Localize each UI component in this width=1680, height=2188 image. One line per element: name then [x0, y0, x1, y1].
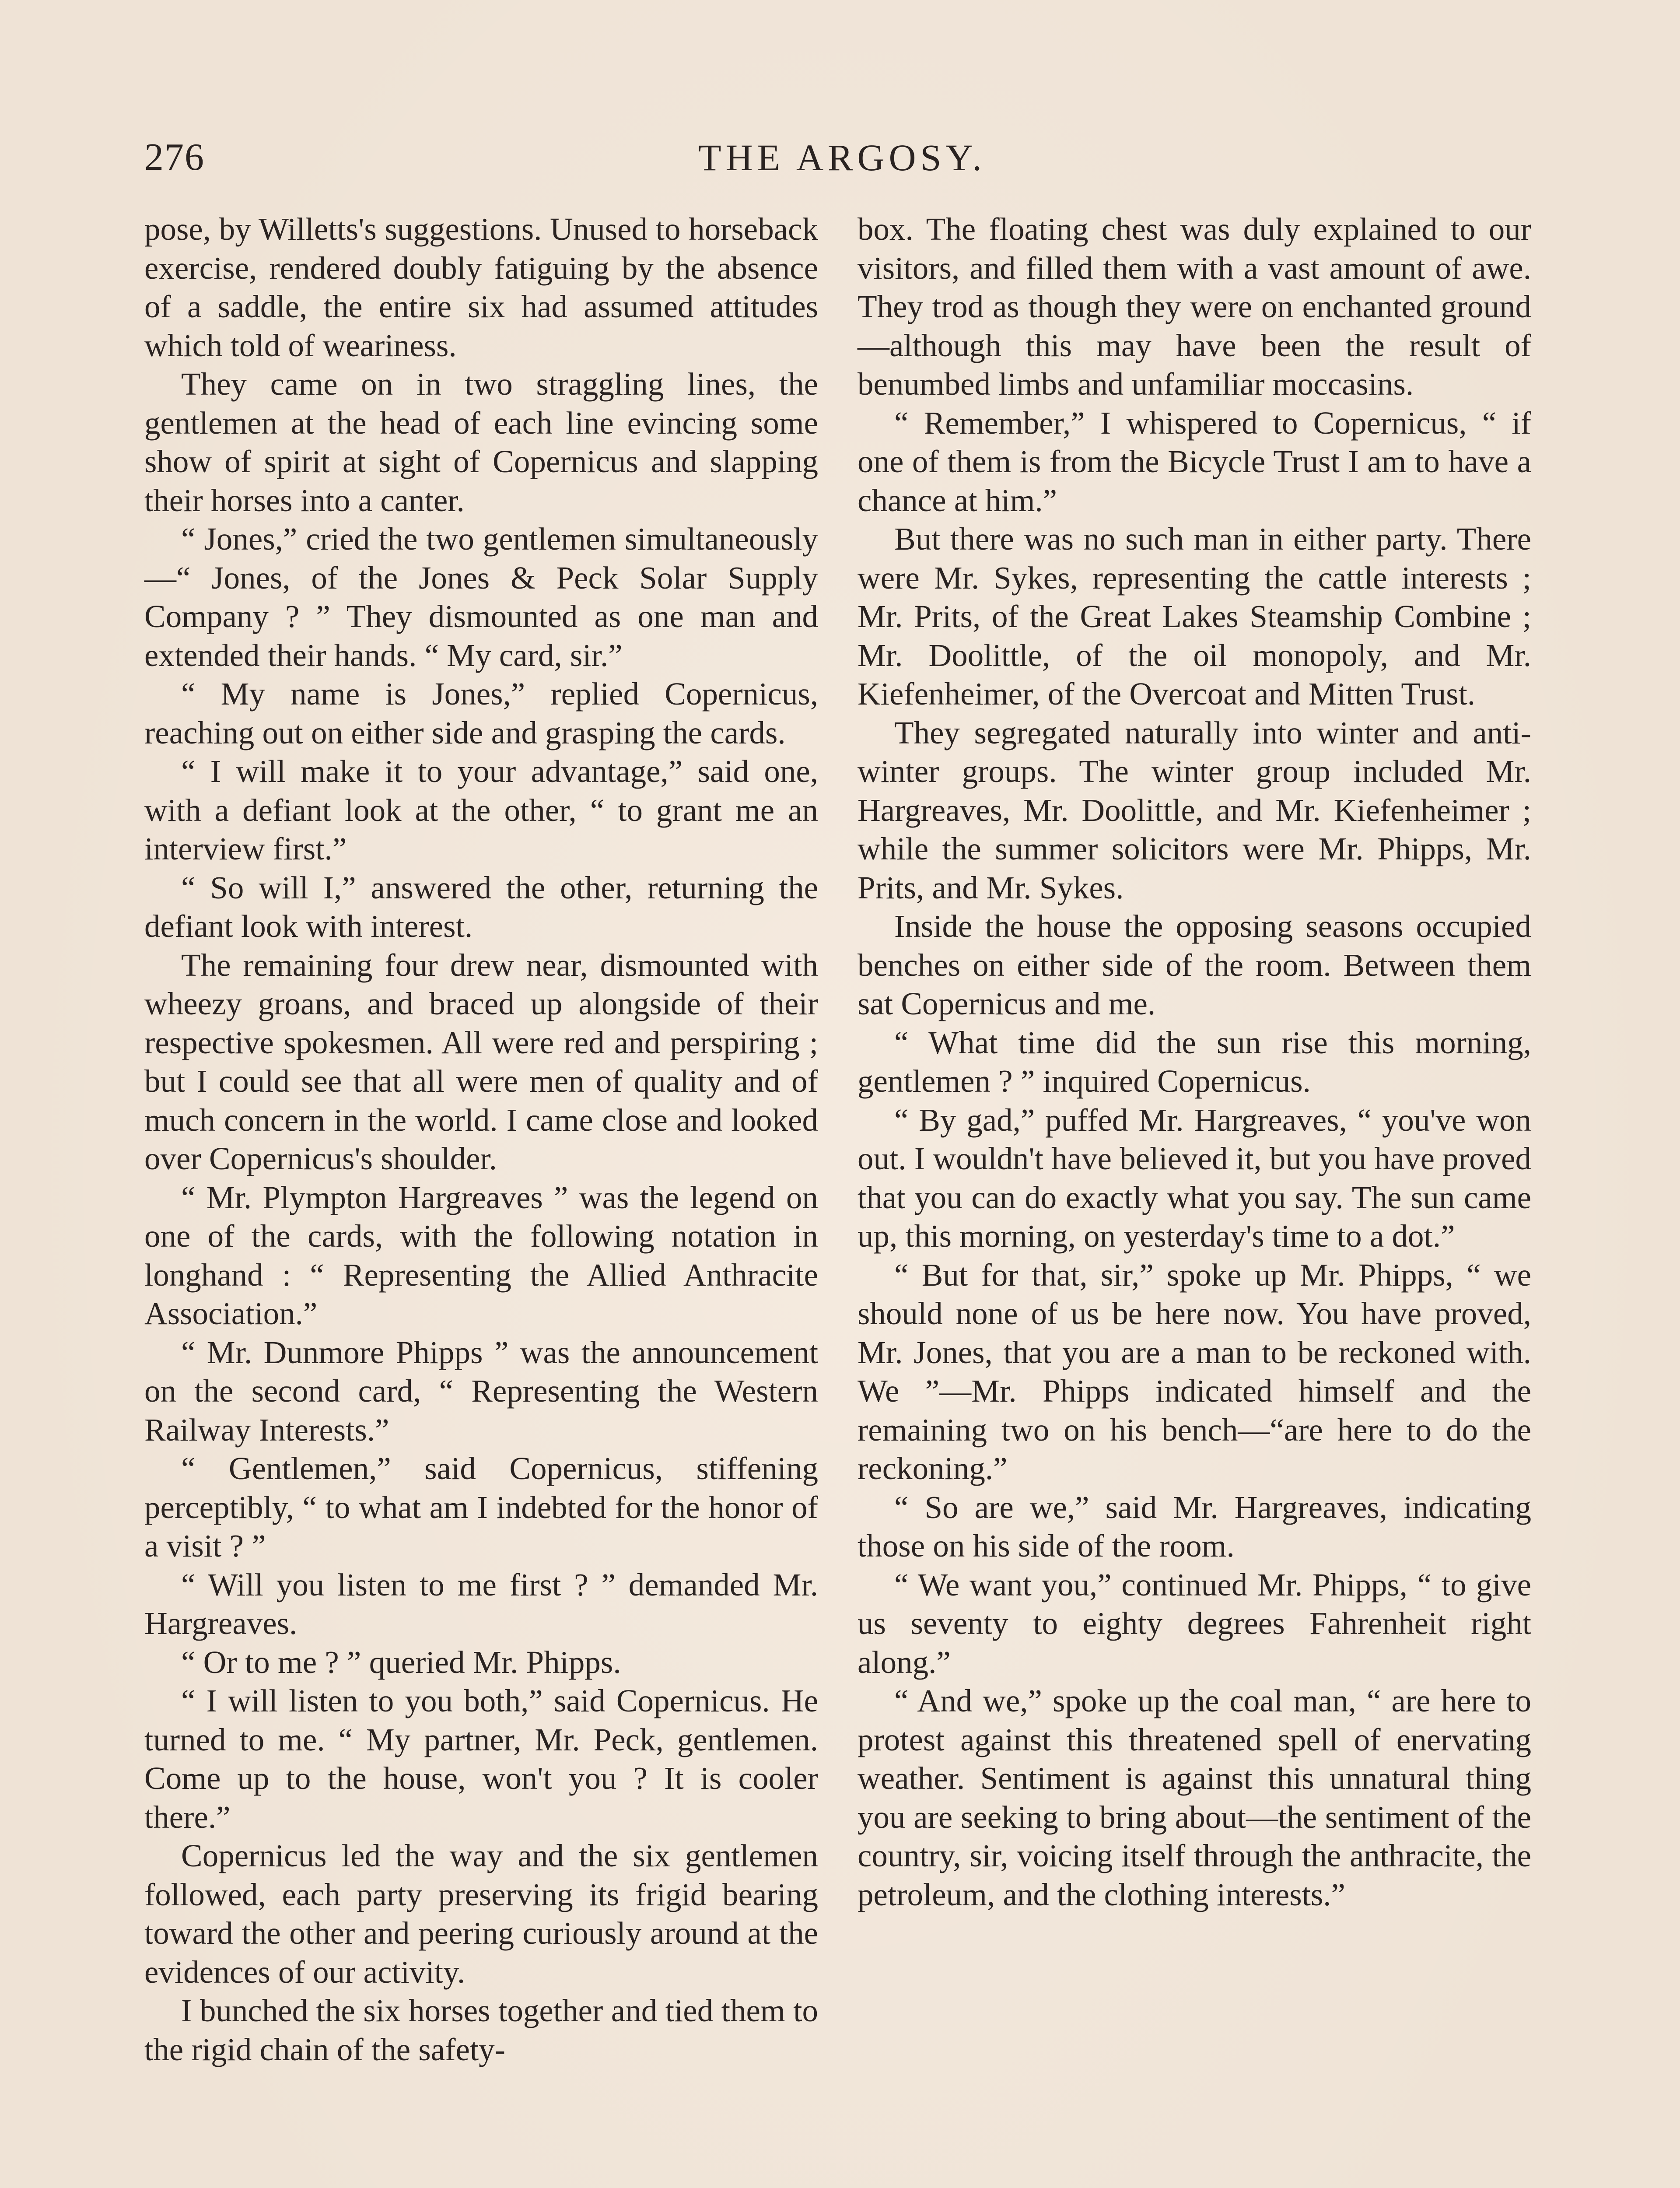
paragraph: But there was no such man in either party. There were Mr. Sykes, representing the cattle interests ; Mr. Prits, of the Great Lakes Steamship Combine ; Mr. Doolittle, of the oil monopoly, and Mr. Kiefenheimer, of the Overcoat and Mitten Trust.	[858, 521, 1531, 712]
paragraph: “ I will listen to you both,” said Copernicus. He turned to me. “ My partner, Mr. Peck, gentlemen. Come up to the house, won't you ? It is cooler there.”	[144, 1683, 818, 1835]
paragraph: box. The floating chest was duly explained to our visitors, and filled them with a vast amount of awe. They trod as though they were on enchanted ground—although this may have been the result of benumbed limbs and unfamiliar moccasins.	[858, 211, 1531, 402]
paragraph: They segregated naturally into winter and anti-winter groups. The winter group included Mr. Hargreaves, Mr. Doolittle, and Mr. Kiefenheimer ; while the summer solicitors were Mr. Phipps, Mr. Prits, and Mr. Sykes.	[858, 715, 1531, 905]
paragraph: “ I will make it to your advantage,” said one, with a defiant look at the other, “ to grant me an interview first.”	[144, 754, 818, 866]
page-number: 276	[144, 136, 205, 179]
paragraph: “ Or to me ? ” queried Mr. Phipps.	[181, 1644, 621, 1680]
paragraph: “ Mr. Plympton Hargreaves ” was the legend on one of the cards, with the following notation in longhand : “ Representing the Allied Anthracite Association.”	[144, 1179, 818, 1331]
paragraph: “ Remember,” I whispered to Copernicus, “ if one of them is from the Bicycle Trust I am to have a chance at him.”	[858, 405, 1531, 518]
paragraph: They came on in two straggling lines, the gentlemen at the head of each line evincing some show of spirit at sight of Copernicus and slapping their horses into a canter.	[144, 366, 818, 518]
paragraph: The remaining four drew near, dismounted with wheezy groans, and braced up alongside of their respective spokesmen. All were red and perspiring ; but I could see that all were men of quality and of much concern in the world. I came close and looked over Copernicus's shoulder.	[144, 947, 818, 1176]
running-head: THE ARGOSY.	[698, 137, 986, 179]
paragraph: “ Mr. Dunmore Phipps ” was the announcement on the second card, “ Representing the Western Railway Interests.”	[144, 1334, 818, 1448]
paragraph: “ So will I,” answered the other, returning the defiant look with interest.	[144, 870, 818, 944]
right-column	[858, 210, 1531, 2188]
paragraph: “ So are we,” said Mr. Hargreaves, indicating those on his side of the room.	[858, 1489, 1531, 1564]
paragraph: I bunched the six horses together and tied them to the rigid chain of the safety-	[144, 1993, 818, 2067]
paragraph: Copernicus led the way and the six gentlemen followed, each party preserving its frigid bearing toward the other and peering curiously around at the evidences of our activity.	[144, 1838, 818, 1990]
paragraph: “ Will you listen to me first ? ” demanded Mr. Hargreaves.	[144, 1567, 818, 1641]
paragraph: “ Jones,” cried the two gentlemen simultaneously—“ Jones, of the Jones & Peck Solar Supply Company ? ” They dismounted as one man and extended their hands. “ My card, sir.”	[144, 521, 818, 673]
paragraph: Inside the house the opposing seasons occupied benches on either side of the room. Between them sat Copernicus and me.	[858, 908, 1531, 1021]
paragraph: “ What time did the sun rise this morning, gentlemen ? ” inquired Copernicus.	[858, 1024, 1531, 1099]
paragraph: “ Gentlemen,” said Copernicus, stiffening perceptibly, “ to what am I indebted for the honor of a visit ? ”	[144, 1451, 818, 1564]
page-header	[144, 131, 1540, 184]
paragraph: “ And we,” spoke up the coal man, “ are here to protest against this threatened spell of enervating weather. Sentiment is against this unnatural thing you are seeking to bring about—the sentiment of the country, sir, voicing itself through the anthracite, the petroleum, and the clothing interests.”	[858, 1683, 1531, 1912]
paragraph: “ But for that, sir,” spoke up Mr. Phipps, “ we should none of us be here now. You have proved, Mr. Jones, that you are a man to be reckoned with. We ”—Mr. Phipps indicated himself and the remaining two on his bench—“are here to do the reckoning.”	[858, 1257, 1531, 1486]
left-column	[144, 210, 818, 2188]
paragraph: “ My name is Jones,” replied Copernicus, reaching out on either side and grasping the cards.	[144, 676, 818, 750]
paragraph: “ By gad,” puffed Mr. Hargreaves, “ you've won out. I wouldn't have believed it, but you have proved that you can do exactly what you say. The sun came up, this morning, on yesterday's time to a dot.”	[858, 1102, 1531, 1254]
paragraph: pose, by Willetts's suggestions. Unused to horseback exercise, rendered doubly fatiguing by the absence of a saddle, the entire six had assumed attitudes which told of weariness.	[144, 211, 818, 363]
paragraph: “ We want you,” continued Mr. Phipps, “ to give us seventy to eighty degrees Fahrenheit right along.”	[858, 1567, 1531, 1680]
